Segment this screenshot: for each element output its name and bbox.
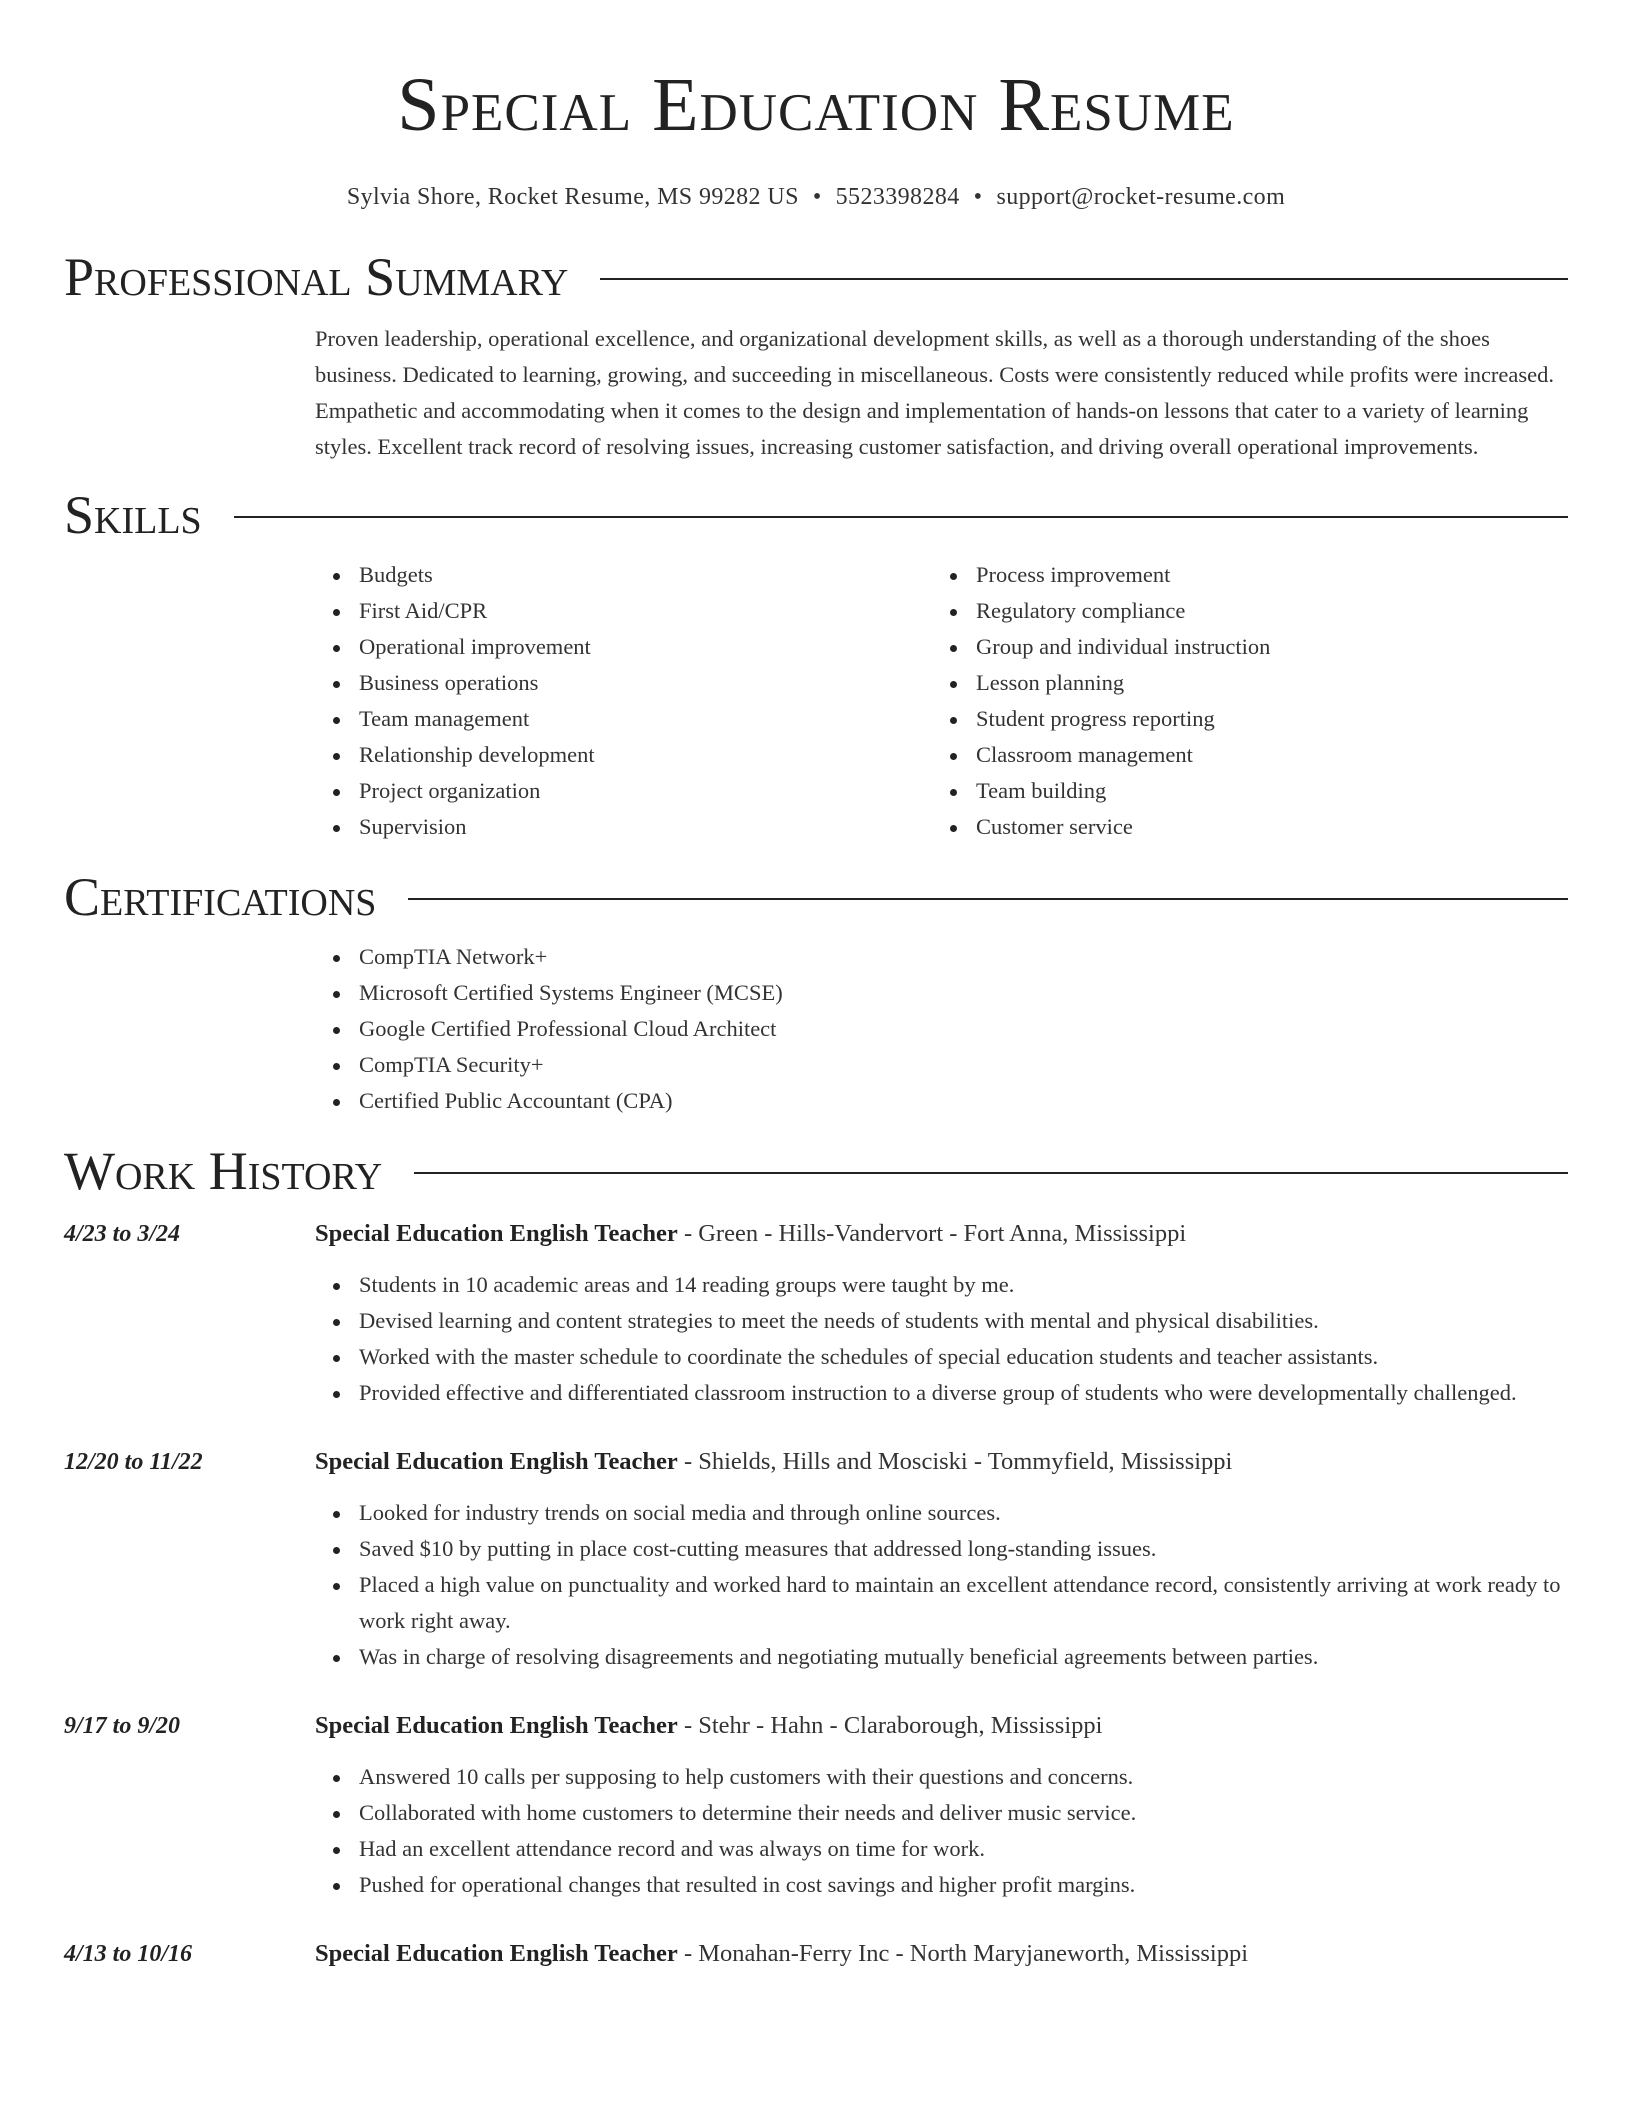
list-item: Certified Public Accountant (CPA) [315,1083,1568,1119]
work-heading: Work History [64,1141,383,1201]
list-item: Business operations [315,665,932,701]
list-item: Pushed for operational changes that resulted in cost savings and higher profit margins. [315,1867,1568,1903]
job-title-line [315,1709,1568,1743]
contact-address: Sylvia Shore, Rocket Resume, MS 99282 US [346,184,799,210]
skills-right-list [932,557,1549,845]
job-role: Special Education English Teacher [315,1448,678,1475]
work-heading-row [64,1141,1568,1201]
job-employer: - Green - Hills-Vandervort - Fort Anna, Mississippi [677,1220,1187,1247]
job-body [315,1937,1568,1987]
list-item: Had an excellent attendance record and was always on time for work. [315,1831,1568,1867]
document-title: Special Education Resume [397,63,1235,147]
work-history-list [64,1217,1568,1987]
contact-phone: 5523398284 [835,184,960,210]
job-entry [64,1217,1568,1411]
job-title-line [315,1445,1568,1479]
skills-section [64,485,1568,845]
section-divider [234,516,1568,518]
list-item: Students in 10 academic areas and 14 reading groups were taught by me. [315,1267,1568,1303]
list-item: Answered 10 calls per supposing to help customers with their questions and concerns. [315,1759,1568,1795]
contact-separator: • [812,184,822,210]
list-item: Lesson planning [932,665,1549,701]
job-title-line [315,1217,1568,1251]
list-item: Budgets [315,557,932,593]
list-item: Customer service [932,809,1549,845]
resume-page [64,0,1568,1987]
job-dates: 4/23 to 3/24 [64,1221,181,1247]
list-item: Regulatory compliance [932,593,1549,629]
list-item: Supervision [315,809,932,845]
list-item: Placed a high value on punctuality and worked hard to maintain an excellent attendance record, consistently arriving at work ready to work right away. [315,1567,1568,1639]
summary-heading-row [64,247,1568,307]
skills-left-list [315,557,932,845]
list-item: Devised learning and content strategies to meet the needs of students with mental and physical disabilities. [315,1303,1568,1339]
contact-email: support@rocket-resume.com [996,184,1286,210]
job-role: Special Education English Teacher [315,1220,678,1247]
job-bullets [315,1759,1568,1903]
list-item: Worked with the master schedule to coordinate the schedules of special education students and teacher assistants. [315,1339,1568,1375]
job-employer: - Stehr - Hahn - Claraborough, Mississippi [677,1712,1103,1739]
list-item: Process improvement [932,557,1549,593]
list-item: Saved $10 by putting in place cost-cutting measures that addressed long-standing issues. [315,1531,1568,1567]
list-item: Team management [315,701,932,737]
skills-heading-row [64,485,1568,545]
summary-section [64,247,1568,465]
list-item: Classroom management [932,737,1549,773]
job-dates: 12/20 to 11/22 [64,1449,203,1475]
job-employer: - Shields, Hills and Mosciski - Tommyfield, Mississippi [677,1448,1233,1475]
job-body [315,1217,1568,1411]
list-item: CompTIA Security+ [315,1047,1568,1083]
list-item: Provided effective and differentiated classroom instruction to a diverse group of students who were developmentally challenged. [315,1375,1568,1411]
list-item: Collaborated with home customers to determine their needs and deliver music service. [315,1795,1568,1831]
job-dates: 4/13 to 10/16 [64,1941,193,1967]
job-title-line [315,1937,1568,1971]
list-item: Looked for industry trends on social media and through online sources. [315,1495,1568,1531]
list-item: Relationship development [315,737,932,773]
section-divider [408,898,1568,900]
section-divider [414,1172,1568,1174]
summary-text: Proven leadership, operational excellence, and organizational development skills, as well as a thorough understanding of the shoes business. Dedicated to learning, growing, and succeeding in miscellaneous. Costs were consistently reduced while profits were increased. Empathetic and accommodating when it comes to the design and implementation of hands-on lessons that cater to a variety of learning styles. Excellent track record of resolving issues, increasing customer satisfaction, and driving overall operational improvements. [315,326,1555,459]
list-item: Operational improvement [315,629,932,665]
contact-line [64,182,1568,212]
job-entry [64,1445,1568,1675]
job-bullets [315,1267,1568,1411]
list-item: Microsoft Certified Systems Engineer (MCSE) [315,975,1568,1011]
skills-heading: Skills [64,485,202,545]
list-item: CompTIA Network+ [315,939,1568,975]
job-dates: 9/17 to 9/20 [64,1713,181,1739]
list-item: Was in charge of resolving disagreements and negotiating mutually beneficial agreements between parties. [315,1639,1568,1675]
skills-grid [315,557,1568,845]
section-divider [600,278,1568,280]
job-bullets [315,1495,1568,1675]
list-item: Google Certified Professional Cloud Architect [315,1011,1568,1047]
list-item: Group and individual instruction [932,629,1549,665]
job-body [315,1445,1568,1675]
contact-separator: • [973,184,983,210]
job-entry [64,1709,1568,1903]
certifications-section [64,867,1568,1119]
list-item: First Aid/CPR [315,593,932,629]
summary-heading: Professional Summary [64,247,569,307]
certifications-heading: Certifications [64,867,377,927]
job-body [315,1709,1568,1903]
job-role: Special Education English Teacher [315,1712,678,1739]
job-role: Special Education English Teacher [315,1940,678,1967]
list-item: Team building [932,773,1549,809]
certifications-list [315,939,1568,1119]
certifications-heading-row [64,867,1568,927]
list-item: Project organization [315,773,932,809]
job-entry [64,1937,1568,1987]
job-employer: - Monahan-Ferry Inc - North Maryjaneworth, Mississippi [677,1940,1249,1967]
work-section [64,1141,1568,1987]
list-item: Student progress reporting [932,701,1549,737]
